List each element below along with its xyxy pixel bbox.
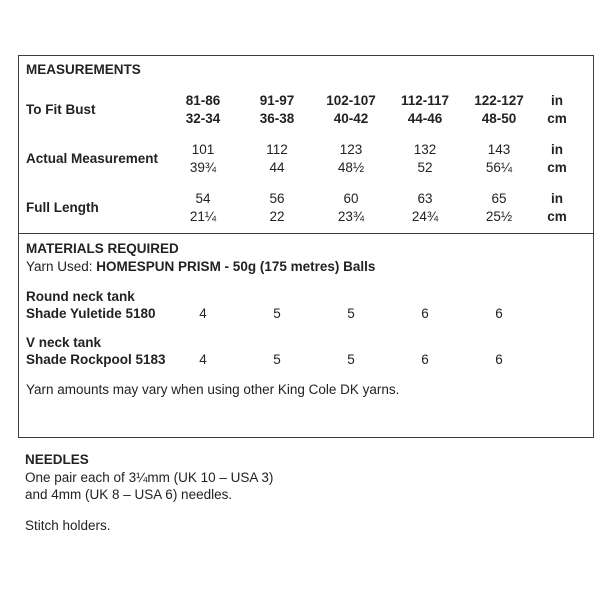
measurements-section: [19, 56, 593, 234]
yarn-name: HOMESPUN PRISM - 50g (175 metres) Balls: [96, 259, 376, 274]
size-cell: [240, 141, 314, 177]
size-value-bottom: 25½: [485, 209, 513, 224]
size-value-top: 122-127: [474, 93, 524, 108]
needles-line-1: One pair each of 3¼mm (UK 10 – USA 3): [25, 470, 274, 485]
yarn-used-line: [26, 258, 587, 276]
size-value-bottom: 22: [269, 209, 285, 224]
unit-bottom: cm: [547, 160, 567, 175]
measurement-label: Actual Measurement: [26, 151, 159, 166]
shade-label: Shade Yuletide 5180: [26, 306, 156, 321]
shade-label: Shade Rockpool 5183: [26, 352, 166, 367]
size-cell: [314, 141, 388, 177]
unit-top: in: [551, 191, 563, 206]
unit-bottom: cm: [547, 111, 567, 126]
balls-count: 5: [273, 306, 281, 321]
measurement-row-to-fit-bust: [26, 92, 587, 128]
size-value-bottom: 24¾: [411, 209, 439, 224]
balls-count: 5: [347, 306, 355, 321]
measurement-row-full-length: [26, 190, 587, 226]
units-cell: [536, 92, 578, 128]
measurement-label: Full Length: [26, 200, 99, 215]
size-cell: [166, 141, 240, 177]
size-value-bottom: 39¾: [189, 160, 217, 175]
garment-name: Round neck tank: [26, 289, 135, 304]
size-cell: [462, 92, 536, 128]
size-value-top: 132: [413, 142, 437, 157]
size-value-top: 65: [491, 191, 507, 206]
size-value-bottom: 44: [269, 160, 285, 175]
size-value-bottom: 48-50: [481, 111, 517, 126]
measurement-row-actual-measurement: [26, 141, 587, 177]
garment-name: V neck tank: [26, 335, 102, 350]
size-value-bottom: 36-38: [259, 111, 295, 126]
garment-round-neck-tank: [26, 288, 587, 322]
measurements-title: MEASUREMENTS: [26, 62, 141, 77]
size-value-bottom: 21¼: [189, 209, 217, 224]
size-value-top: 112-117: [400, 93, 450, 108]
size-cell: [462, 190, 536, 226]
balls-count: 5: [273, 352, 281, 367]
yarn-used-label: Yarn Used:: [26, 259, 93, 274]
materials-section: [19, 234, 593, 399]
stitch-holders-line: Stitch holders.: [25, 518, 111, 533]
garment-v-neck-tank: [26, 334, 587, 368]
shade-row: [26, 351, 587, 368]
size-value-top: 112: [266, 142, 288, 157]
size-cell: [240, 190, 314, 226]
size-cell: [240, 92, 314, 128]
size-cell: [388, 141, 462, 177]
size-value-bottom: 40-42: [333, 111, 369, 126]
size-cell: [314, 92, 388, 128]
size-cell: [166, 92, 240, 128]
units-cell: [536, 190, 578, 226]
size-value-top: 56: [269, 191, 285, 206]
balls-count: 4: [199, 352, 207, 367]
size-value-top: 63: [417, 191, 433, 206]
unit-top: in: [551, 93, 563, 108]
size-value-bottom: 48½: [337, 160, 365, 175]
size-cell: [388, 92, 462, 128]
size-value-bottom: 56¼: [485, 160, 513, 175]
size-cell: [166, 190, 240, 226]
unit-top: in: [551, 142, 563, 157]
size-value-top: 101: [191, 142, 215, 157]
size-cell: [388, 190, 462, 226]
size-value-bottom: 23¾: [337, 209, 365, 224]
size-cell: [462, 141, 536, 177]
balls-count: 6: [421, 352, 429, 367]
size-value-bottom: 32-34: [185, 111, 221, 126]
size-value-top: 81-86: [185, 93, 221, 108]
measurement-label: To Fit Bust: [26, 102, 96, 117]
balls-count: 6: [495, 306, 503, 321]
balls-count: 6: [421, 306, 429, 321]
size-cell: [314, 190, 388, 226]
size-value-top: 60: [343, 191, 359, 206]
balls-count: 6: [495, 352, 503, 367]
shade-row: [26, 305, 587, 322]
materials-title: MATERIALS REQUIRED: [26, 241, 179, 256]
needles-section: [25, 451, 273, 534]
size-value-top: 54: [195, 191, 211, 206]
size-value-top: 123: [339, 142, 363, 157]
balls-count: 4: [199, 306, 207, 321]
size-value-bottom: 52: [417, 160, 433, 175]
unit-bottom: cm: [547, 209, 567, 224]
size-value-bottom: 44-46: [407, 111, 443, 126]
units-cell: [536, 141, 578, 177]
size-value-top: 91-97: [259, 93, 295, 108]
size-value-top: 102-107: [326, 93, 376, 108]
size-value-top: 143: [487, 142, 511, 157]
needles-line-2: and 4mm (UK 8 – USA 6) needles.: [25, 487, 233, 502]
yarn-note: Yarn amounts may vary when using other King Cole DK yarns.: [26, 382, 400, 397]
needles-title: NEEDLES: [25, 452, 89, 467]
measurements-materials-box: [18, 55, 594, 438]
balls-count: 5: [347, 352, 355, 367]
